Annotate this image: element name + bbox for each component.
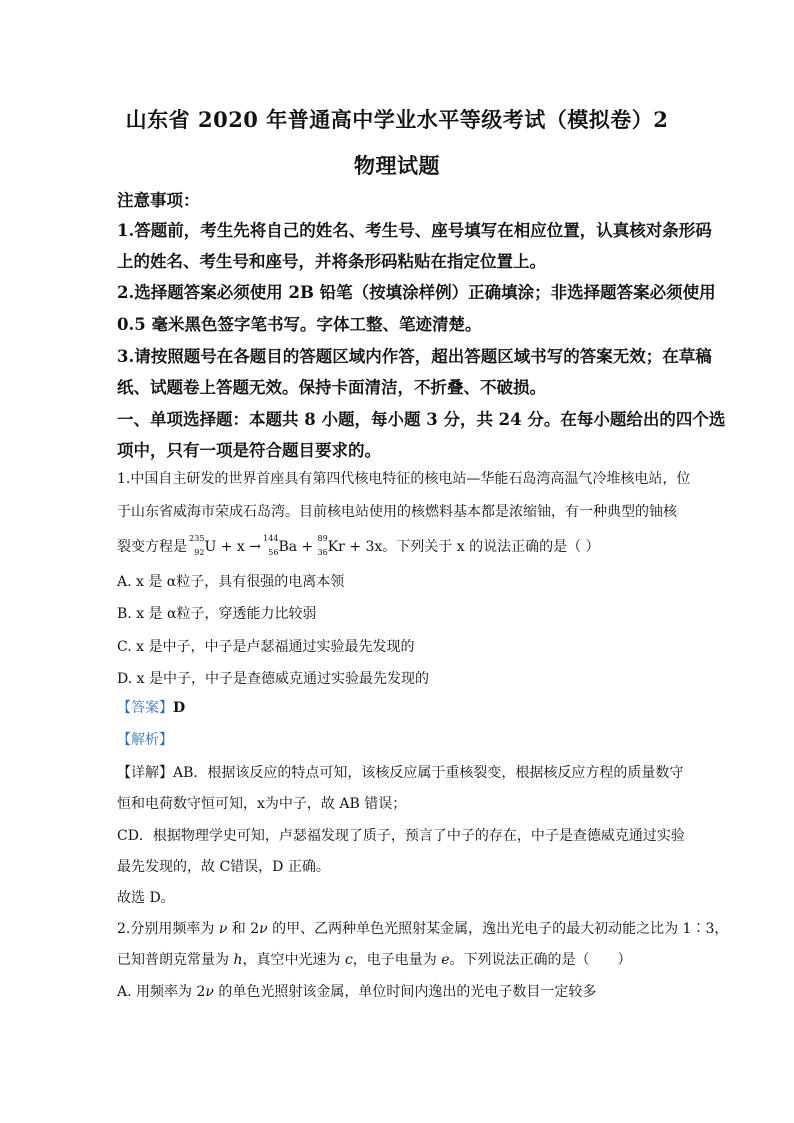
nu-symbol: ν <box>218 921 228 937</box>
notice-line-2: 上的姓名、考生号和座号，并将条形码粘贴在指定位置上。 <box>117 252 546 271</box>
q1-detail-line-2: 恒和电荷数守恒可知，x为中子，故 AB 错误； <box>117 796 407 812</box>
q1-option-d: D. x 是中子，中子是查德威克通过实验最先发现的 <box>117 671 429 687</box>
q1-option-c: C. x 是中子，中子是卢瑟福通过实验最先发现的 <box>117 639 415 655</box>
q1-detail-line-5: 故选 D。 <box>117 890 175 906</box>
kr-mass-number: 89 <box>317 534 328 543</box>
q1-detail-line-3: CD．根据物理学史可知，卢瑟福发现了质子，预言了中子的存在，中子是查德威克通过实验 <box>117 828 685 844</box>
eq-plus: + <box>297 539 318 555</box>
u-mass-number: 235 <box>189 534 205 543</box>
barium-nuclide <box>263 534 279 557</box>
u-symbol: U <box>204 539 217 555</box>
h-symbol: h <box>233 952 243 968</box>
section-heading-line-1: 一、单项选择题：本题共 8 小题，每小题 3 分，共 24 分。在每小题给出的四个选 <box>117 410 726 429</box>
q1-eq-prefix: 裂变方程是 <box>117 539 187 555</box>
ba-symbol: Ba <box>278 539 298 555</box>
u-atomic-number: 92 <box>194 548 205 557</box>
section-heading-line-2: 项中，只有一项是符合题目要求的。 <box>117 441 381 460</box>
exam-title: 山东省 2020 年普通高中学业水平等级考试（模拟卷）2 <box>125 107 669 132</box>
kr-symbol: Kr <box>327 539 345 555</box>
q2-text-1c: 的甲、乙两种单色光照射某金属，逸出光电子的最大初动能之比为 1∶3， <box>267 921 729 937</box>
answer-value: D <box>173 700 186 716</box>
c-symbol: c <box>344 952 353 968</box>
detail-tag: 【详解】 <box>117 765 173 781</box>
notice-line-1: 1.答题前，考生先将自己的姓名、考生号、座号填写在相应位置，认真核对条形码 <box>117 221 712 240</box>
notice-line-5: 3.请按照题号在各题目的答题区域内作答，超出答题区域书写的答案无效；在草稿 <box>117 347 712 366</box>
krypton-nuclide <box>317 534 328 557</box>
notice-line-6: 纸、试题卷上答题无效。保持卡面清洁，不折叠、不破损。 <box>117 378 546 397</box>
nu-symbol-3: ν <box>205 984 214 1000</box>
eq-plus-x-arrow: + x → <box>216 539 266 555</box>
q1-detail-line-1 <box>117 762 683 782</box>
q2-text-2b: ，真空中光速为 <box>242 952 345 968</box>
ba-mass-number: 144 <box>263 534 279 543</box>
q2-stem-line-2 <box>117 949 632 969</box>
q2-opt-a-text-2: 的单色光照射该金属，单位时间内逸出的光电子数目一定较多 <box>213 984 597 1000</box>
e-symbol: e <box>441 952 450 968</box>
q2-option-a <box>117 981 596 1001</box>
q2-text-2c: ，电子电量为 <box>352 952 442 968</box>
q1-option-a: A. x 是 α粒子，具有很强的电离本领 <box>117 574 345 590</box>
q1-stem-line-2: 于山东省威海市荣成石岛湾。目前核电站使用的核燃料基本都是浓缩铀，有一种典型的铀核 <box>117 504 677 520</box>
answer-tag: 【答案】 <box>117 700 173 716</box>
kr-atomic-number: 36 <box>317 548 328 557</box>
notice-line-4: 0.5 毫米黑色签字笔书写。字体工整、笔迹清楚。 <box>117 315 482 334</box>
detail-text-1: AB．根据该反应的特点可知，该核反应属于重核裂变，根据核反应方程的质量数守 <box>173 765 684 781</box>
q2-opt-a-text-1: A. 用频率为 2 <box>117 984 206 1000</box>
notice-line-3: 2.选择题答案必须使用 2B 铅笔（按填涂样例）正确填涂；非选择题答案必须使用 <box>117 283 716 302</box>
q2-text-1b: 和 2 <box>227 921 260 937</box>
q1-option-b: B. x 是 α粒子，穿透能力比较弱 <box>117 606 317 622</box>
q2-text-2d: 。下列说法正确的是（ ） <box>449 952 632 968</box>
q1-eq-suffix: + 3x。下列关于 x 的说法正确的是（ ） <box>344 539 600 555</box>
exam-subtitle: 物理试题 <box>354 153 440 178</box>
q1-answer <box>117 697 185 717</box>
q1-detail-line-4: 最先发现的，故 C错误，D 正确。 <box>117 859 330 875</box>
nu-symbol-2: ν <box>259 921 268 937</box>
q2-stem-line-1 <box>117 918 728 938</box>
ba-atomic-number: 56 <box>268 548 279 557</box>
analysis-tag: 【解析】 <box>117 732 173 748</box>
notice-heading: 注意事项： <box>117 191 200 210</box>
q2-text-1a: 2.分别用频率为 <box>117 921 219 937</box>
q1-stem-line-1: 1.中国自主研发的世界首座具有第四代核电特征的核电站—华能石岛湾高温气冷堆核电站，位 <box>117 471 691 487</box>
q1-equation-line <box>117 536 600 556</box>
q2-text-2a: 已知普朗克常量为 <box>117 952 234 968</box>
uranium-nuclide <box>189 534 205 557</box>
